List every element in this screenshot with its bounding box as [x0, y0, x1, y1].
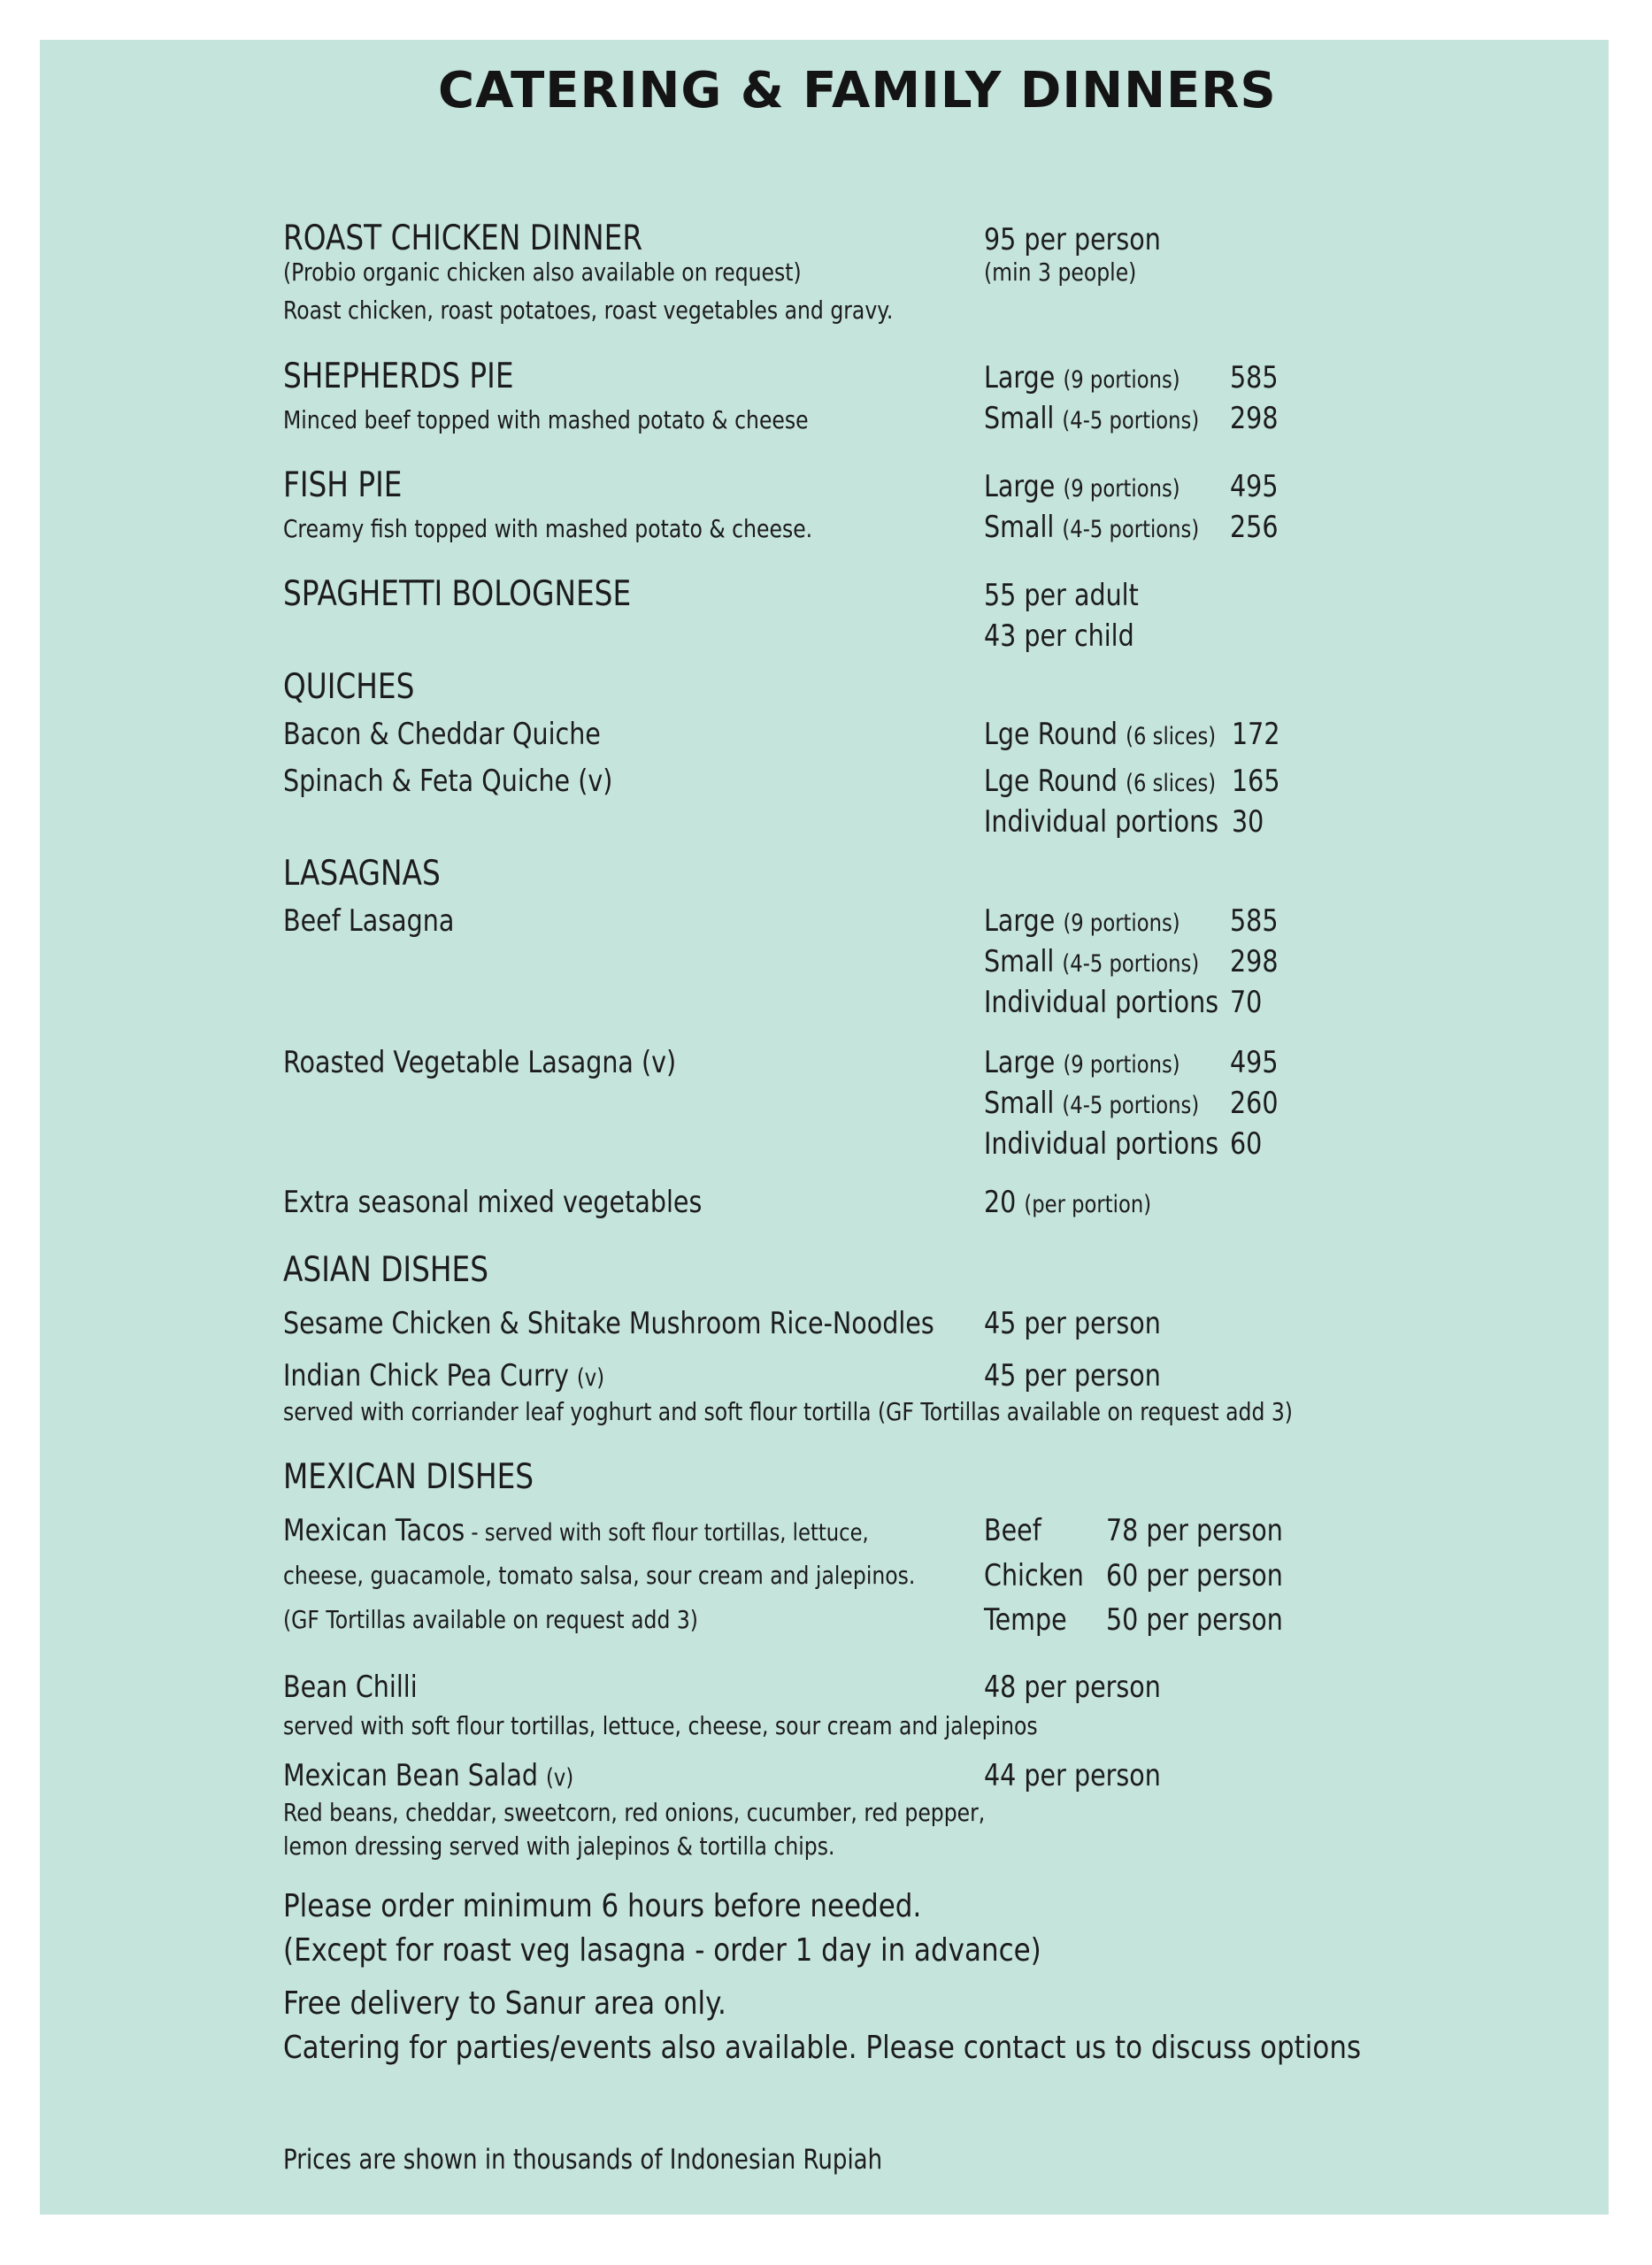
- quiche-individual: Individual portions: [984, 804, 1219, 840]
- shepherds-desc: Minced beef topped with mashed potato & cheese: [283, 405, 809, 434]
- lasagna-veg-individual: Individual portions: [984, 1126, 1219, 1162]
- mexican-tacos-desc-2: cheese, guacamole, tomato salsa, sour cream and jalepinos.: [283, 1561, 916, 1590]
- roast-price: 95 per person: [984, 222, 1161, 257]
- quiche-spinach: Spinach & Feta Quiche (v): [283, 764, 613, 799]
- footer-price-note: Prices are shown in thousands of Indonesian Rupiah: [283, 2144, 883, 2176]
- mexican-chilli-desc: served with soft flour tortillas, lettuce, cheese, sour cream and jalepinos: [283, 1711, 1038, 1740]
- tacos-chicken-label: Chicken: [984, 1558, 1084, 1593]
- shepherds-small: Small (4-5 portions): [984, 401, 1200, 436]
- spaghetti-name: SPAGHETTI BOLOGNESE: [283, 574, 632, 614]
- quiche-bacon: Bacon & Cheddar Quiche: [283, 717, 601, 752]
- mexican-salad-desc-1: Red beans, cheddar, sweetcorn, red onions, cucumber, red pepper,: [283, 1798, 986, 1827]
- lasagnas-heading: LASAGNAS: [283, 854, 441, 894]
- spaghetti-adult-price: 55 per adult: [984, 578, 1139, 613]
- quiche-individual-price: 30: [1232, 804, 1264, 840]
- mexican-salad-desc-2: lemon dressing served with jalepinos & tortilla chips.: [283, 1831, 835, 1861]
- lasagna-veg-large-price: 495: [1230, 1045, 1279, 1080]
- mexican-chilli-price: 48 per person: [984, 1670, 1161, 1705]
- fish-name: FISH PIE: [283, 465, 403, 505]
- footer-line-1: Please order minimum 6 hours before needed.: [283, 1888, 922, 1924]
- lasagna-beef-small-price: 298: [1230, 944, 1279, 979]
- fish-small: Small (4-5 portions): [984, 510, 1200, 545]
- shepherds-large: Large (9 portions): [984, 360, 1180, 395]
- mexican-tacos-desc-3: (GF Tortillas available on request add 3): [283, 1605, 698, 1634]
- footer-line-3: Free delivery to Sanur area only.: [283, 1985, 726, 2022]
- asian-heading: ASIAN DISHES: [283, 1250, 489, 1290]
- lasagna-veg-individual-price: 60: [1230, 1126, 1263, 1162]
- quiche-bacon-size: Lge Round (6 slices): [984, 717, 1217, 752]
- asian-curry-price: 45 per person: [984, 1358, 1161, 1394]
- asian-curry-desc: served with corriander leaf yoghurt and soft flour tortilla (GF Tortillas available on request add 3): [283, 1397, 1293, 1426]
- tacos-tempe-label: Tempe: [984, 1602, 1067, 1638]
- extra-veg-price: 20 (per portion): [984, 1185, 1152, 1220]
- quiche-bacon-price: 172: [1232, 717, 1280, 752]
- mexican-salad: Mexican Bean Salad (v): [283, 1758, 574, 1793]
- roast-price-note: (min 3 people): [984, 257, 1137, 287]
- footer-line-2: (Except for roast veg lasagna - order 1 day in advance): [283, 1932, 1041, 1969]
- footer-line-4: Catering for parties/events also available. Please contact us to discuss options: [283, 2030, 1362, 2066]
- mexican-heading: MEXICAN DISHES: [283, 1457, 534, 1497]
- mexican-salad-price: 44 per person: [984, 1758, 1161, 1793]
- tacos-chicken-price: 60 per person: [1106, 1558, 1283, 1593]
- quiches-heading: QUICHES: [283, 667, 415, 707]
- spaghetti-child-price: 43 per child: [984, 618, 1134, 654]
- fish-small-price: 256: [1230, 510, 1279, 545]
- mexican-chilli: Bean Chilli: [283, 1670, 418, 1705]
- extra-veg: Extra seasonal mixed vegetables: [283, 1185, 703, 1220]
- fish-large: Large (9 portions): [984, 469, 1180, 504]
- lasagna-beef: Beef Lasagna: [283, 903, 455, 939]
- quiche-spinach-size: Lge Round (6 slices): [984, 764, 1217, 799]
- lasagna-beef-large-price: 585: [1230, 903, 1279, 939]
- lasagna-veg-large: Large (9 portions): [984, 1045, 1180, 1080]
- tacos-beef-label: Beef: [984, 1513, 1041, 1548]
- lasagna-veg-small-price: 260: [1230, 1086, 1279, 1121]
- page-title: CATERING & FAMILY DINNERS: [438, 62, 1277, 119]
- fish-desc: Creamy fish topped with mashed potato & cheese.: [283, 514, 813, 543]
- asian-sesame: Sesame Chicken & Shitake Mushroom Rice-Noodles: [283, 1306, 934, 1341]
- mexican-tacos: Mexican Tacos - served with soft flour tortillas, lettuce,: [283, 1513, 869, 1548]
- lasagna-beef-individual-price: 70: [1230, 985, 1263, 1020]
- lasagna-beef-individual: Individual portions: [984, 985, 1219, 1020]
- shepherds-name: SHEPHERDS PIE: [283, 357, 514, 396]
- tacos-tempe-price: 50 per person: [1106, 1602, 1283, 1638]
- asian-curry: Indian Chick Pea Curry (v): [283, 1358, 605, 1394]
- lasagna-beef-large: Large (9 portions): [984, 903, 1180, 939]
- lasagna-veg: Roasted Vegetable Lasagna (v): [283, 1045, 677, 1080]
- fish-large-price: 495: [1230, 469, 1279, 504]
- roast-desc: Roast chicken, roast potatoes, roast vegetables and gravy.: [283, 296, 894, 325]
- shepherds-large-price: 585: [1230, 360, 1279, 395]
- shepherds-small-price: 298: [1230, 401, 1279, 436]
- quiche-spinach-price: 165: [1232, 764, 1280, 799]
- roast-name: ROAST CHICKEN DINNER: [283, 219, 643, 258]
- roast-note: (Probio organic chicken also available on request): [283, 257, 802, 287]
- lasagna-beef-small: Small (4-5 portions): [984, 944, 1200, 979]
- tacos-beef-price: 78 per person: [1106, 1513, 1283, 1548]
- lasagna-veg-small: Small (4-5 portions): [984, 1086, 1200, 1121]
- asian-sesame-price: 45 per person: [984, 1306, 1161, 1341]
